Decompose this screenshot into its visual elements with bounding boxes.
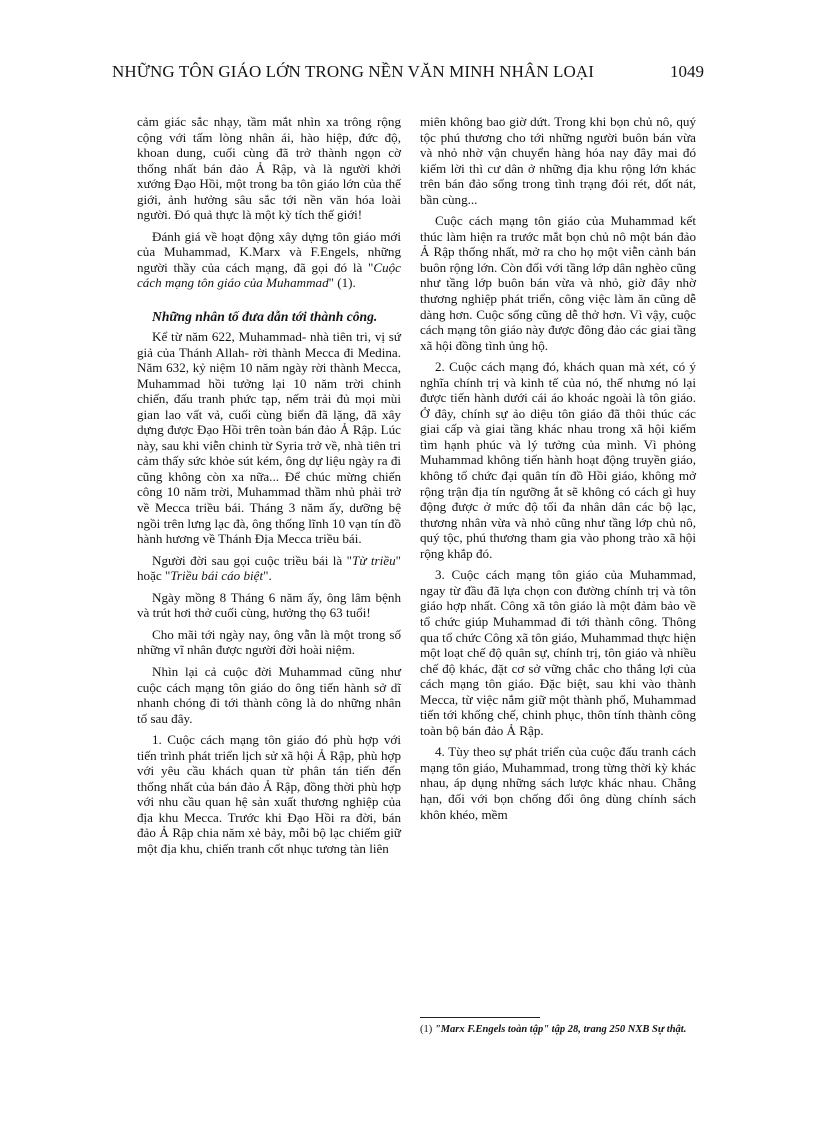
paragraph-text: Đánh giá về hoạt động xây dựng tôn giáo mới của Muhammad, K.Marx và F.Engels, những người thầy của cách mạng, đã gọi đó là " xyxy=(137,228,401,275)
paragraph xyxy=(137,229,401,291)
footnote-number: (1) xyxy=(420,1024,433,1035)
paragraph: Nhìn lại cả cuộc đời Muhammad cũng như cuộc cách mạng tôn giáo do ông tiến hành sở dĩ nhanh chóng đi tới thành công là do những nhân tố sau đây. xyxy=(137,663,401,726)
paragraph: 3. Cuộc cách mạng tôn giáo của Muhammad, ngay từ đầu đã lựa chọn con đường chính trị và tôn giáo hợp nhất. Công xã tôn giáo là một đảm bảo về tổ chức giúp Muhammad đi tới thành công. Thông qua tổ chức Công xã tôn giáo, Muhammad thực hiện một loạt chế độ quân sự, chính trị, tôn giáo và nhiều chế độ khác, đặt cơ sở vững chắc cho thắng lợi của cách mạng tôn giáo. Đặc biệt, sau khi vào thành Mecca, từ việc nắm giữ một thành phố, Muhammad tiến tới khống chế, chinh phục, thôn tính thành công toàn bộ bán đảo Ả Rập. xyxy=(420,567,697,738)
paragraph-text: ". xyxy=(263,568,272,584)
page-header xyxy=(112,60,704,88)
running-title: NHỮNG TÔN GIÁO LỚN TRONG NỀN VĂN MINH NHÂN LOẠI xyxy=(112,62,595,81)
footnote-title: "Marx F.Engels toàn tập" xyxy=(434,1024,550,1035)
paragraph: 1. Cuộc cách mạng tôn giáo đó phù hợp với tiến trình phát triển lịch sử xã hội Ả Rập, phù hợp với yêu cầu khách quan từ phân tán tiến đến thống nhất của bán đảo Ả Rập, đồng thời phù hợp với nhu cầu quan hệ sản xuất thương nghiệp của địa khu Mecca. Trước khi Đạo Hồi ra đời, bán đảo Ả Rập chia năm xẻ bảy, mỗi bộ lạc chiếm giữ một địa khu, chiến tranh cốt nhục tương tàn liên xyxy=(137,732,401,856)
left-column xyxy=(137,114,401,863)
footnote-detail: tập 28, trang 250 NXB Sự thật. xyxy=(551,1024,687,1035)
paragraph-text: " hoặc " xyxy=(137,552,401,584)
quoted-term: Từ triều xyxy=(352,552,396,568)
paragraph: Kể từ năm 622, Muhammad- nhà tiên tri, vị sứ giả của Thánh Allah- rời thành Mecca đi Medina. Năm 632, kỷ niệm 10 năm ngày rời thành Mecca, Muhammad hồi tưởng lại 10 năm trời chinh chiến, đấu tranh phức tạp, nếm trải đủ mọi mùi gian lao vất vả, cuối cùng biển đã lặng, đã xây dựng được Đạo Hồi trên toàn bán đảo Ả Rập. Lúc này, sau khi viễn chinh từ Syria trở về, nhà tiên tri cảm thấy sức khỏe sút kém, ông dự liệu ngày ra đi cũng không còn xa nữa... Để chúc mừng chiến công 10 năm trời, Muhammad thầm nhủ phải trở về Mecca triều bái. Tháng 3 năm ấy, dưỡng bệ ngồi trên lưng lạc đà, ông thống lĩnh 10 vạn tín đồ hành hương về Thánh Địa Mecca triều bái. xyxy=(137,329,401,547)
right-column xyxy=(420,114,696,828)
footnote xyxy=(420,1023,696,1036)
page-number: 1049 xyxy=(670,62,704,81)
paragraph: 2. Cuộc cách mạng đó, khách quan mà xét, có ý nghĩa chính trị và kinh tế của nó, thế nhưng nó lại được tiến hành dưới cái áo khoác ngoài là tôn giáo. Ở đây, chính sự ảo diệu tôn giáo đã thôi thúc các giai cấp và giai tầng khác nhau trong xã hội kiếm tìm hạnh phúc và lý tưởng của mình. Vì phỏng Muhammad không tiến hành hoạt động truyền giáo, không tổ chức đại quân tín đồ Hồi giáo, không mở rộng trận địa tín ngưỡng ắt sẽ không có cách gì huy động được ở mức độ tối đa nhân dân các bộ lạc, thương nhân vừa và nhỏ cũng như tầng lớp chủ nô, quý tộc, phú thương tham gia vào phong trào xã hội rộng khắp đó. xyxy=(420,359,696,561)
paragraph: Cho mãi tới ngày nay, ông vẫn là một trong số những vĩ nhân được người đời hoài niệm. xyxy=(137,626,401,658)
footnote-divider xyxy=(420,1017,540,1018)
paragraph: cảm giác sắc nhạy, tầm mắt nhìn xa trông rộng cộng với tấm lòng nhân ái, hào hiệp, đức độ, khoan dung, cuối cùng đã trở thành ngọn cờ thống nhất bán đảo Ả Rập, và là người khởi xướng Đạo Hồi, một trong ba tôn giáo lớn của thế giới, ảnh hưởng sâu sắc tới nền văn hóa loài người. Đó quả thực là một kỳ tích thế giới! xyxy=(137,114,401,223)
section-heading: Những nhân tố đưa dẫn tới thành công. xyxy=(152,309,378,325)
paragraph: miên không bao giờ dứt. Trong khi bọn chủ nô, quý tộc phú thương cho tới những người buôn bán vừa và nhỏ nhờ vận chuyển hàng hóa nay đây mai đó kiếm lời thì cư dân ở những địa khu rộng lớn khác trên bán đảo sống trong tình trạng đói rét, dốt nát, bần cùng... xyxy=(420,114,696,207)
paragraph-text: Người đời sau gọi cuộc triều bái là " xyxy=(152,552,353,568)
quoted-title: Cuộc cách mạng tôn giáo của Muhammad xyxy=(137,259,401,291)
paragraph: Ngày mồng 8 Tháng 6 năm ấy, ông lâm bệnh và trút hơi thở cuối cùng, hưởng thọ 63 tuổi! xyxy=(137,589,401,621)
paragraph: 4. Tùy theo sự phát triển của cuộc đấu tranh cách mạng tôn giáo, Muhammad, trong từng thời kỳ khác nhau, áp dụng những sách lược khác nhau. Chẳng hạn, đối với bọn chống đối ông dùng chính sách khôn khéo, mềm xyxy=(420,744,696,822)
paragraph xyxy=(137,553,401,584)
quoted-term: Triều bái cáo biệt xyxy=(170,568,264,584)
paragraph: Cuộc cách mạng tôn giáo của Muhammad kết thúc làm hiện ra trước mắt bọn chủ nô một bán đảo Ả Rập thống nhất, mở ra cho họ một viễn cảnh bán buôn rộng lớn. Còn đối với tầng lớp dân nghèo cũng như tầng lớp buôn bán vừa và nhỏ, giờ đây nhờ thương nghiệp phát triển, công việc làm ăn cũng dễ dàng hơn. Cuộc sống cũng dễ thở hơn. Vì vậy, cuộc cách mạng tôn giáo này được đông đảo các giai tầng xã hội đồng tình ủng hộ. xyxy=(420,213,696,353)
paragraph-text: " (1). xyxy=(328,275,356,291)
